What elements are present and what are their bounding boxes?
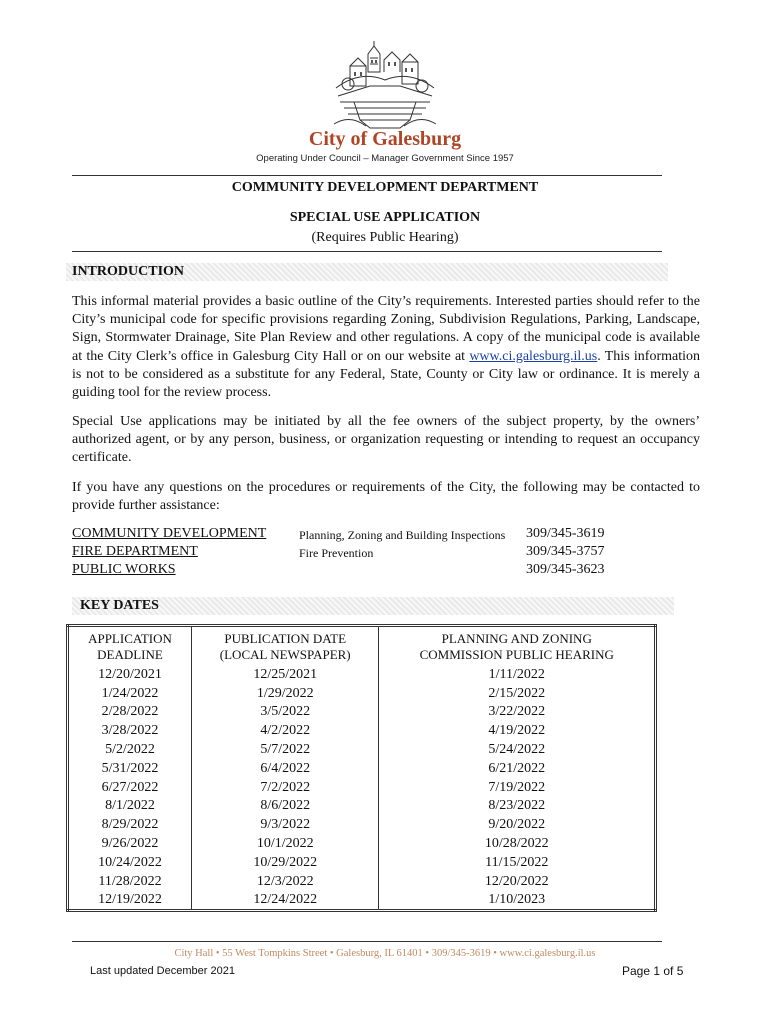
contact-phone: 309/345-3757	[526, 544, 605, 559]
table-row	[68, 778, 656, 797]
publication-cell: 7/2/2022	[191, 778, 379, 797]
city-logo-illustration	[330, 40, 440, 132]
application-title: SPECIAL USE APPLICATION	[289, 210, 481, 225]
contact-description: Fire Prevention	[299, 546, 374, 560]
footer-divider	[72, 941, 662, 942]
hearing-cell: 1/10/2023	[379, 891, 656, 911]
intro-text-before-link: This informal material provides a basic outline of the City’s requirements. Interested parties should refer to the City’s municipal code for specific provisions regarding Zoning, Subdivision Regulations, Parking, Landscape, Sign, Stormwater Drainage, Site Plan Review and other regulations. A copy of the municipal code is available at the City Clerk’s office in Galesburg City Hall or on our website at	[72, 294, 700, 364]
table-header-row	[68, 626, 656, 666]
hearing-cell: 9/20/2022	[379, 815, 656, 834]
table-row	[68, 834, 656, 853]
publication-cell: 6/4/2022	[191, 759, 379, 778]
contact-description: Planning, Zoning and Building Inspections	[299, 528, 506, 542]
deadline-cell: 12/20/2021	[98, 666, 162, 682]
contact-phone: 309/345-3619	[526, 526, 605, 541]
table-row	[68, 665, 656, 684]
hearing-cell: 1/11/2022	[379, 665, 656, 684]
publication-cell: 9/3/2022	[191, 815, 379, 834]
deadline-cell: 12/19/2022	[98, 892, 162, 908]
application-subtitle: (Requires Public Hearing)	[311, 230, 459, 245]
publication-cell: 4/2/2022	[191, 721, 379, 740]
hearing-cell: 3/22/2022	[379, 703, 656, 722]
table-row	[68, 721, 656, 740]
deadline-cell: 9/26/2022	[101, 836, 159, 852]
key-dates-heading-text: KEY DATES	[80, 598, 159, 613]
intro-text-after-link: . This information is not to be considered as a substitute for any Federal, State, County or City law or ordinance. It is merely a guiding tool for the review process.	[72, 348, 700, 401]
column-header-hearing: PLANNING AND ZONING COMMISSION PUBLIC HEARING	[379, 626, 656, 666]
table-row	[68, 797, 656, 816]
contact-paragraph: If you have any questions on the procedures or requirements of the City, the following may be contacted to provide further assistance:	[72, 480, 700, 514]
last-updated: Last updated December 2021	[90, 965, 235, 977]
header-divider-top	[72, 175, 662, 176]
publication-cell: 3/5/2022	[191, 703, 379, 722]
hearing-cell: 4/19/2022	[379, 721, 656, 740]
contact-row	[72, 544, 692, 562]
hearing-cell: 11/15/2022	[379, 853, 656, 872]
table-row	[68, 815, 656, 834]
introduction-paragraph	[72, 293, 700, 402]
deadline-cell: 2/28/2022	[101, 704, 159, 720]
deadline-cell: 5/2/2022	[105, 742, 155, 758]
table-row	[68, 703, 656, 722]
contact-name: FIRE DEPARTMENT	[72, 544, 198, 559]
footer-address: City Hall • 55 West Tompkins Street • Galesburg, IL 61401 • 309/345-3619 • www.ci.galesburg.il.us	[174, 948, 596, 959]
table-row	[68, 891, 656, 911]
table-row	[68, 872, 656, 891]
publication-cell: 10/1/2022	[191, 834, 379, 853]
hearing-cell: 12/20/2022	[379, 872, 656, 891]
column-header-deadline: APPLICATION DEADLINE	[88, 631, 172, 662]
city-name: City of Galesburg	[308, 128, 462, 150]
key-dates-heading	[72, 597, 674, 615]
table-row	[68, 853, 656, 872]
deadline-cell: 8/29/2022	[101, 817, 159, 833]
hearing-cell: 8/23/2022	[379, 797, 656, 816]
hearing-cell: 2/15/2022	[379, 684, 656, 703]
deadline-cell: 8/1/2022	[105, 798, 155, 814]
deadline-cell: 3/28/2022	[101, 723, 159, 739]
publication-cell: 5/7/2022	[191, 740, 379, 759]
page-number: Page 1 of 5	[622, 964, 684, 978]
eligibility-paragraph: Special Use applications may be initiated by all the fee owners of the subject property, by the owners’ authorized agent, or by any person, business, or organization requesting or intending to request an occupancy certificate.	[72, 414, 700, 466]
publication-cell: 12/25/2021	[191, 665, 379, 684]
contact-row	[72, 526, 692, 544]
publication-cell: 12/3/2022	[191, 872, 379, 891]
website-link[interactable]: www.ci.galesburg.il.us	[469, 348, 598, 364]
department-heading: COMMUNITY DEVELOPMENT DEPARTMENT	[231, 180, 539, 195]
table-row	[68, 740, 656, 759]
contact-list	[72, 526, 692, 580]
publication-cell: 1/29/2022	[191, 684, 379, 703]
hearing-cell: 10/28/2022	[379, 834, 656, 853]
contact-name: PUBLIC WORKS	[72, 562, 176, 577]
publication-cell: 12/24/2022	[191, 891, 379, 911]
deadline-cell: 10/24/2022	[98, 854, 162, 870]
deadline-cell: 11/28/2022	[98, 873, 162, 889]
hearing-cell: 7/19/2022	[379, 778, 656, 797]
contact-row	[72, 562, 692, 580]
column-header-publication: PUBLICATION DATE (LOCAL NEWSPAPER)	[191, 626, 379, 666]
hearing-cell: 5/24/2022	[379, 740, 656, 759]
key-dates-table	[66, 624, 657, 912]
publication-cell: 8/6/2022	[191, 797, 379, 816]
hearing-cell: 6/21/2022	[379, 759, 656, 778]
contact-phone: 309/345-3623	[526, 562, 605, 577]
deadline-cell: 5/31/2022	[101, 760, 159, 776]
deadline-cell: 6/27/2022	[101, 779, 159, 795]
header-divider-bottom	[72, 251, 662, 252]
introduction-heading-text: INTRODUCTION	[72, 264, 185, 279]
table-row	[68, 684, 656, 703]
deadline-cell: 1/24/2022	[101, 685, 159, 701]
contact-name: COMMUNITY DEVELOPMENT	[72, 526, 267, 541]
introduction-heading	[66, 263, 668, 281]
tagline: Operating Under Council – Manager Government Since 1957	[256, 153, 514, 164]
table-row	[68, 759, 656, 778]
publication-cell: 10/29/2022	[191, 853, 379, 872]
